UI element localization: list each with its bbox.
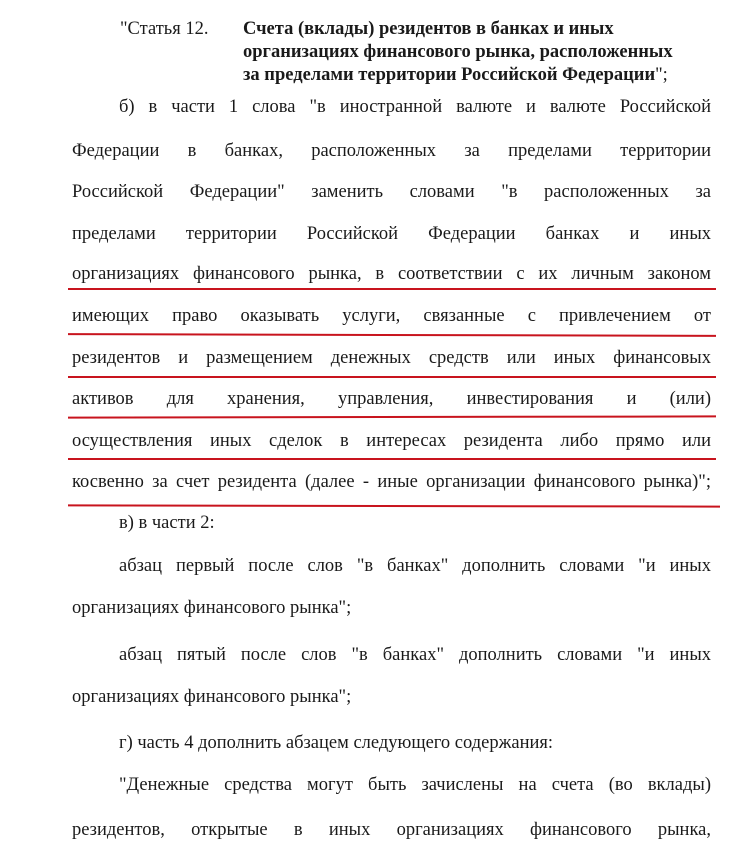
text-line: пределами территории Российской Федерации банках и иных bbox=[72, 224, 711, 244]
text-line: активов для хранения, управления, инвестирования и (или) bbox=[72, 389, 711, 409]
red-underline-mark bbox=[68, 415, 716, 418]
text-line: г) часть 4 дополнить абзацем следующего содержания: bbox=[119, 733, 554, 753]
text-line: резидентов и размещением денежных средств или иных финансовых bbox=[72, 348, 711, 368]
text-line: в) в части 2: bbox=[119, 513, 215, 533]
text-line: организациях финансового рынка, в соответствии с их личным законом bbox=[72, 264, 711, 284]
red-underline-mark bbox=[68, 288, 716, 290]
text-line: резидентов, открытые в иных организациях финансового рынка, bbox=[72, 820, 711, 840]
article-number: "Статья 12. bbox=[120, 19, 209, 39]
red-underline-mark bbox=[68, 376, 716, 378]
text-line: абзац пятый после слов "в банках" дополнить словами "и иных bbox=[119, 645, 711, 665]
red-underline-mark bbox=[68, 458, 716, 460]
article-title-tail: "; bbox=[655, 65, 668, 85]
text-line: б) в части 1 слова "в иностранной валюте и валюте Российской bbox=[119, 97, 711, 117]
article-title-line: организациях финансового рынка, расположенных bbox=[243, 42, 673, 62]
text-line: организациях финансового рынка"; bbox=[72, 687, 352, 707]
article-title-line: Счета (вклады) резидентов в банках и иных bbox=[243, 19, 614, 39]
text-line: "Денежные средства могут быть зачислены на счета (во вклады) bbox=[119, 775, 711, 795]
red-underline-mark bbox=[68, 333, 716, 337]
text-line: имеющих право оказывать услуги, связанные с привлечением от bbox=[72, 306, 711, 326]
article-title bbox=[243, 18, 720, 87]
text-line: осуществления иных сделок в интересах резидента либо прямо или bbox=[72, 431, 711, 451]
text-line: Российской Федерации" заменить словами "в расположенных за bbox=[72, 182, 711, 202]
red-underline-mark bbox=[68, 504, 720, 507]
article-title-line: за пределами территории Российской Федерации bbox=[243, 65, 656, 85]
text-line: Федерации в банках, расположенных за пределами территории bbox=[72, 141, 711, 161]
text-line: организациях финансового рынка"; bbox=[72, 598, 352, 618]
text-line: абзац первый после слов "в банках" дополнить словами "и иных bbox=[119, 556, 711, 576]
text-line: косвенно за счет резидента (далее - иные организации финансового рынка)"; bbox=[72, 472, 711, 492]
